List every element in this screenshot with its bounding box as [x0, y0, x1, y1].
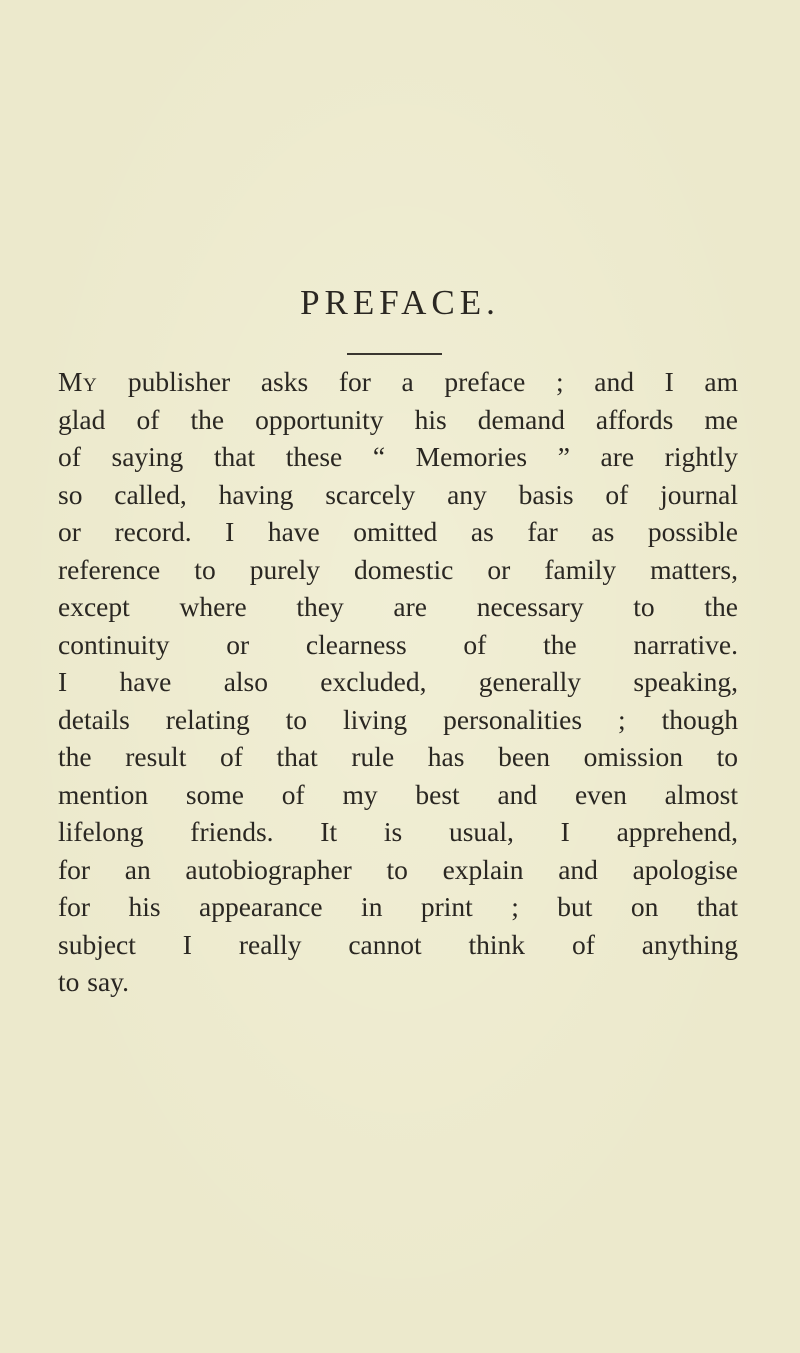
paragraph-line: for his appearance in print ; but on that [58, 891, 738, 922]
paragraph-line: or record. I have omitted as far as possible [58, 516, 738, 547]
paragraph-line: subject I really cannot think of anything [58, 928, 738, 960]
paragraph-line: lifelong friends. It is usual, I apprehend, [58, 816, 738, 847]
title-divider [347, 353, 442, 355]
paragraph-line: I have also excluded, generally speaking, [58, 666, 738, 697]
paragraph-line: except where they are necessary to the [58, 591, 738, 622]
paragraph-line: continuity or clearness of the narrative. [58, 628, 738, 660]
paragraph-line: details relating to living personalities ; though [58, 703, 738, 735]
paragraph-line: reference to purely domestic or family matters, [58, 553, 738, 585]
first-word: My [58, 366, 98, 397]
preface-paragraph [58, 363, 738, 1001]
paragraph-line: My publisher asks for a preface ; and I am [58, 366, 738, 397]
page-title: PREFACE. [300, 283, 500, 322]
paragraph-line: to say. [58, 966, 130, 997]
paragraph-line: the result of that rule has been omission to [58, 741, 738, 772]
paragraph-line: glad of the opportunity his demand affords me [58, 403, 738, 435]
paragraph-line: for an autobiographer to explain and apologise [58, 853, 738, 885]
paragraph-line: of saying that these “ Memories ” are rightly [58, 441, 738, 472]
paragraph-line: mention some of my best and even almost [58, 778, 738, 810]
paragraph-line: so called, having scarcely any basis of journal [58, 478, 738, 510]
